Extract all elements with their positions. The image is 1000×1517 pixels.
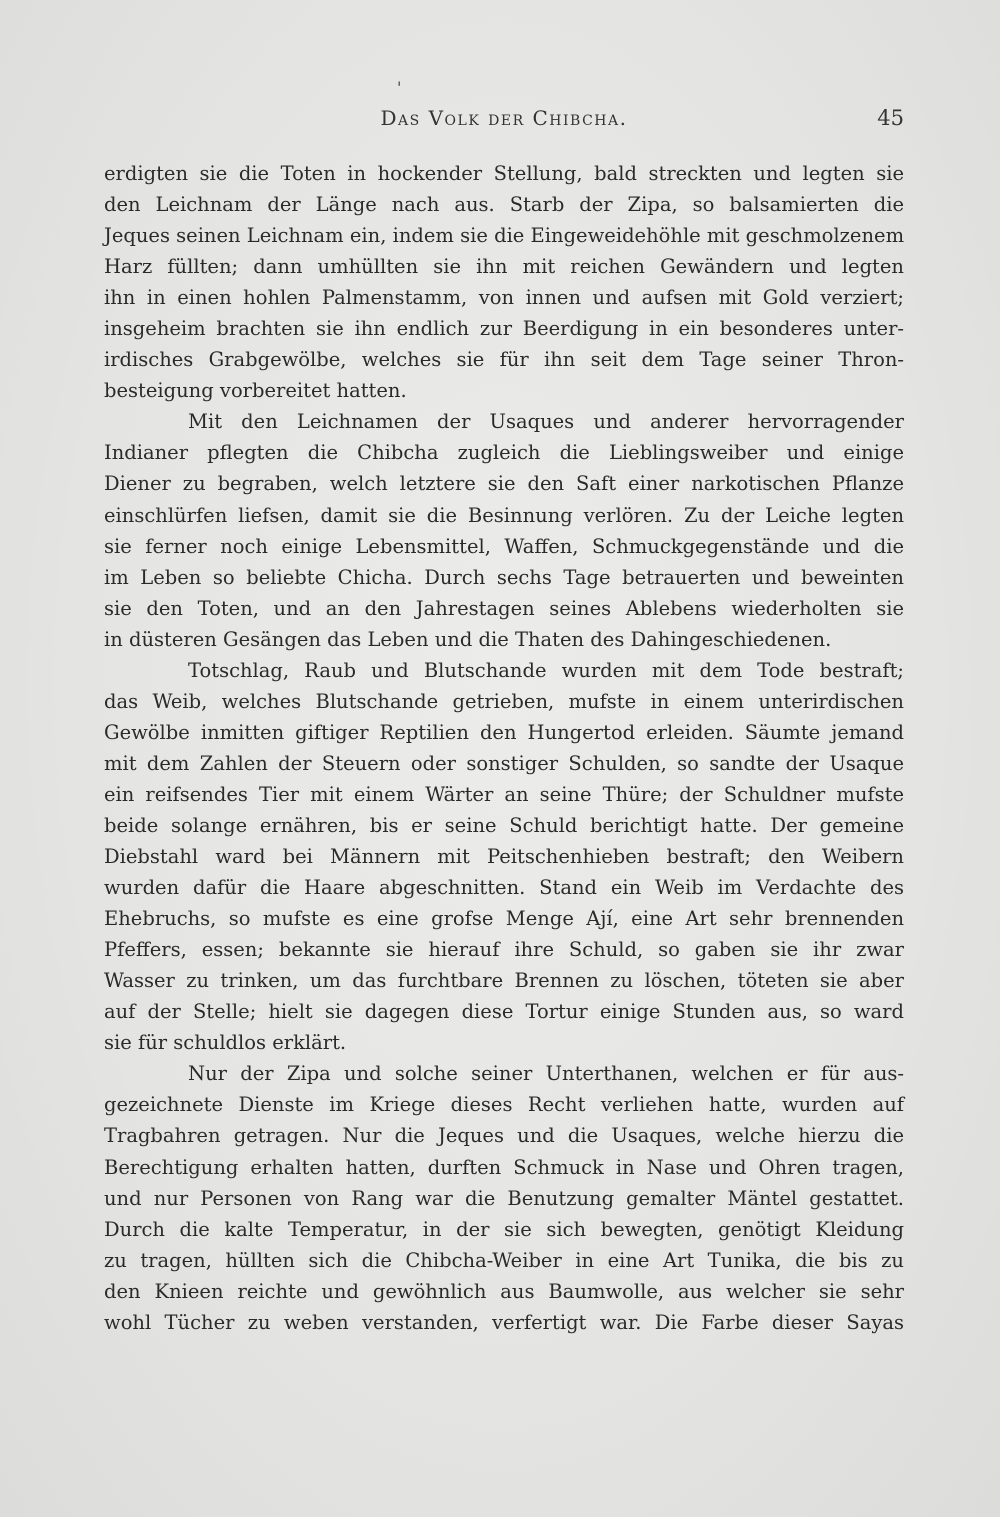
text-line: mit dem Zahlen der Steuern oder sonstiger Schulden, so sandte der Usaque: [104, 751, 904, 775]
text-line: Durch die kalte Temperatur, in der sie sich bewegten, genötigt Kleidung: [104, 1217, 904, 1241]
text-line: auf der Stelle; hielt sie dagegen diese Tortur einige Stunden aus, so ward: [104, 1000, 904, 1024]
text-line: Berechtigung erhalten hatten, durften Schmuck in Nase und Ohren tragen,: [104, 1155, 904, 1179]
text-line: erdigten sie die Toten in hockender Stellung, bald streckten und legten sie: [104, 162, 904, 185]
text-line: sie den Toten, und an den Jahrestagen seines Ablebens wiederholten sie: [104, 596, 904, 620]
text-line: ihn in einen hohlen Palmenstamm, von innen und aufsen mit Gold verziert;: [104, 286, 904, 310]
running-title: Das Volk der Chibcha.: [380, 106, 628, 130]
body-text: [104, 158, 904, 1338]
text-line: gezeichnete Dienste im Kriege dieses Recht verliehen hatte, wurden auf: [104, 1093, 904, 1117]
page-number: 45: [877, 106, 904, 130]
text-line: wurden dafür die Haare abgeschnitten. Stand ein Weib im Verdachte des: [104, 876, 904, 900]
text-line: Tragbahren getragen. Nur die Jeques und die Usaques, welche hierzu die: [104, 1124, 904, 1148]
text-line: Totschlag, Raub und Blutschande wurden mit dem Tode bestraft;: [188, 658, 904, 682]
text-line: den Knieen reichte und gewöhnlich aus Baumwolle, aus welcher sie sehr: [104, 1279, 904, 1303]
text-line: Jeques seinen Leichnam ein, indem sie die Eingeweidehöhle mit geschmolzenem: [104, 224, 905, 248]
text-line: zu tragen, hüllten sich die Chibcha-Weiber in eine Art Tunika, die bis zu: [104, 1248, 904, 1272]
text-line: in düsteren Gesängen das Leben und die Thaten des Dahingeschiedenen.: [104, 627, 832, 651]
text-line: ein reifsendes Tier mit einem Wärter an seine Thüre; der Schuldner mufste: [104, 782, 904, 806]
text-line: und nur Personen von Rang war die Benutzung gemalter Mäntel gestattet.: [104, 1186, 904, 1210]
text-line: Pfeffers, essen; bekannte sie hierauf ihre Schuld, so gaben sie ihr zwar: [104, 938, 904, 962]
running-head: [104, 106, 904, 136]
text-line: Diener zu begraben, welch letztere sie den Saft einer narkotischen Pflanze: [104, 472, 904, 496]
text-line: Diebstahl ward bei Männern mit Peitschenhieben bestraft; den Weibern: [104, 845, 904, 869]
text-line: Gewölbe inmitten giftiger Reptilien den Hungertod erleiden. Säumte jemand: [104, 720, 904, 744]
text-line: irdisches Grabgewölbe, welches sie für ihn seit dem Tage seiner Thron-: [104, 348, 904, 372]
text-line: das Weib, welches Blutschande getrieben, mufste in einem unterirdischen: [104, 689, 904, 713]
text-line: im Leben so beliebte Chicha. Durch sechs Tage betrauerten und beweinten: [104, 565, 904, 589]
text-line: Mit den Leichnamen der Usaques und anderer hervorragender: [188, 410, 904, 434]
text-line: Ehebruchs, so mufste es eine grofse Menge Ají, eine Art sehr brennenden: [104, 907, 904, 931]
text-line: sie für schuldlos erklärt.: [104, 1031, 347, 1055]
text-line: den Leichnam der Länge nach aus. Starb der Zipa, so balsamierten die: [104, 193, 904, 217]
text-line: Indianer pflegten die Chibcha zugleich die Lieblingsweiber und einige: [104, 441, 904, 465]
text-line: Nur der Zipa und solche seiner Unterthanen, welchen er für aus-: [188, 1062, 904, 1086]
ink-speck: ': [397, 78, 402, 97]
text-line: besteigung vorbereitet hatten.: [104, 379, 407, 403]
text-line: einschlürfen liefsen, damit sie die Besinnung verlören. Zu der Leiche legten: [104, 503, 904, 527]
text-line: sie ferner noch einige Lebensmittel, Waffen, Schmuckgegenstände und die: [104, 534, 904, 558]
text-line: insgeheim brachten sie ihn endlich zur Beerdigung in ein besonderes unter-: [104, 317, 904, 341]
text-line: wohl Tücher zu weben verstanden, verfertigt war. Die Farbe dieser Sayas: [104, 1310, 904, 1334]
text-line: beide solange ernähren, bis er seine Schuld berichtigt hatte. Der gemeine: [104, 813, 904, 837]
text-line: Wasser zu trinken, um das furchtbare Brennen zu löschen, töteten sie aber: [104, 969, 904, 993]
text-line: Harz füllten; dann umhüllten sie ihn mit reichen Gewändern und legten: [104, 255, 904, 279]
